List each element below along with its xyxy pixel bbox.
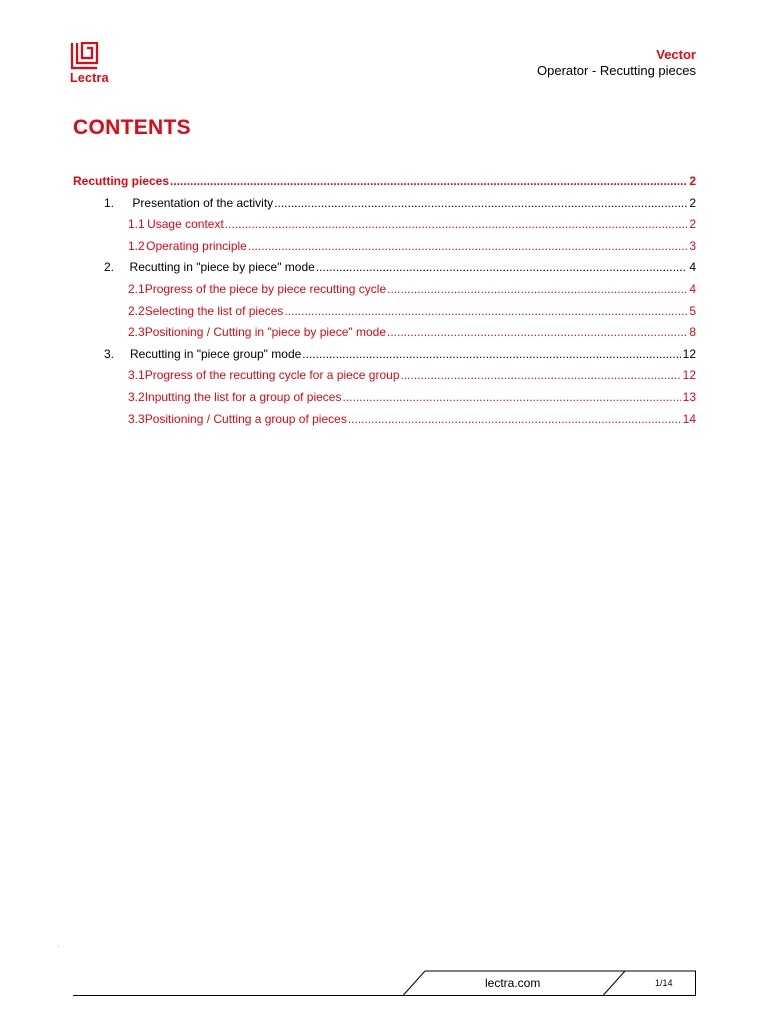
toc-page-number: 12 (682, 346, 696, 361)
toc-leader-dots (401, 367, 681, 383)
toc-section[interactable] (73, 259, 696, 281)
toc-subsection[interactable] (73, 389, 696, 411)
toc-page-number: 12 (682, 368, 696, 383)
toc-subsection[interactable] (73, 238, 696, 260)
toc-title: Positioning / Cutting in "piece by piece" mode (144, 325, 387, 340)
toc-number: 3.3 (128, 411, 145, 426)
scan-speck (58, 946, 59, 947)
toc-section[interactable] (73, 195, 696, 217)
toc-title: Recutting in "piece group" mode (130, 346, 302, 361)
toc-number: 3. (104, 346, 115, 361)
toc-page-number: 2 (689, 195, 696, 210)
toc-subsection[interactable] (73, 367, 696, 389)
toc-leader-dots (387, 281, 687, 297)
toc-number: 1.2 (128, 238, 145, 253)
product-name: Vector (656, 47, 696, 62)
toc-title: Usage context (147, 217, 224, 232)
toc-leader-dots (387, 324, 687, 340)
toc-page-number: 13 (682, 389, 696, 404)
toc-number: 1.1 (128, 217, 145, 232)
toc-subsection[interactable] (73, 411, 696, 433)
footer-rule (73, 970, 696, 996)
toc-number: 3.2 (128, 389, 145, 404)
toc-title: Positioning / Cutting a group of pieces (144, 411, 347, 426)
toc-number: 2.1 (128, 281, 145, 296)
toc-subsection[interactable] (73, 281, 696, 303)
toc-leader-dots (302, 346, 680, 362)
table-of-contents (73, 173, 696, 432)
toc-leader-dots (348, 411, 681, 427)
toc-subsection[interactable] (73, 216, 696, 238)
toc-subsection[interactable] (73, 324, 696, 346)
toc-leader-dots (284, 303, 687, 319)
toc-page-number: 14 (682, 411, 696, 426)
toc-subsection[interactable] (73, 303, 696, 325)
toc-number: 2. (104, 260, 115, 275)
contents-title: CONTENTS (73, 116, 191, 139)
toc-title: Presentation of the activity (132, 195, 274, 210)
toc-page-number: 2 (689, 217, 696, 232)
toc-title: Progress of the piece by piece recutting cycle (144, 281, 387, 296)
toc-leader-dots (170, 173, 687, 189)
toc-page-number: 4 (689, 260, 696, 275)
toc-title: Selecting the list of pieces (144, 303, 284, 318)
toc-page-number: 4 (689, 281, 696, 296)
page-footer (73, 970, 696, 996)
page-number: 1/14 (655, 978, 673, 988)
toc-title: Operating principle (146, 238, 247, 253)
toc-page-number: 5 (689, 303, 696, 318)
toc-title: Inputting the list for a group of pieces (144, 389, 342, 404)
toc-title: Progress of the recutting cycle for a piece group (144, 368, 400, 383)
toc-leader-dots (225, 216, 688, 232)
toc-number: 2.3 (128, 325, 145, 340)
toc-title: Recutting in "piece by piece" mode (129, 260, 315, 275)
toc-page-number: 8 (689, 325, 696, 340)
toc-leader-dots (248, 238, 687, 254)
document-subtitle: Operator - Recutting pieces (537, 63, 696, 78)
toc-chapter[interactable] (73, 173, 696, 195)
toc-page-number: 2 (689, 174, 696, 188)
toc-leader-dots (316, 259, 687, 275)
toc-number: 1. (104, 195, 115, 210)
toc-number: 3.1 (128, 368, 145, 383)
toc-page-number: 3 (689, 238, 696, 253)
toc-leader-dots (274, 195, 687, 211)
toc-number: 2.2 (128, 303, 145, 318)
document-header (537, 47, 696, 79)
toc-title: Recutting pieces (73, 174, 170, 188)
logo-wordmark: Lectra (70, 71, 109, 85)
toc-section[interactable] (73, 346, 696, 368)
footer-website: lectra.com (485, 976, 541, 990)
toc-leader-dots (342, 389, 680, 405)
